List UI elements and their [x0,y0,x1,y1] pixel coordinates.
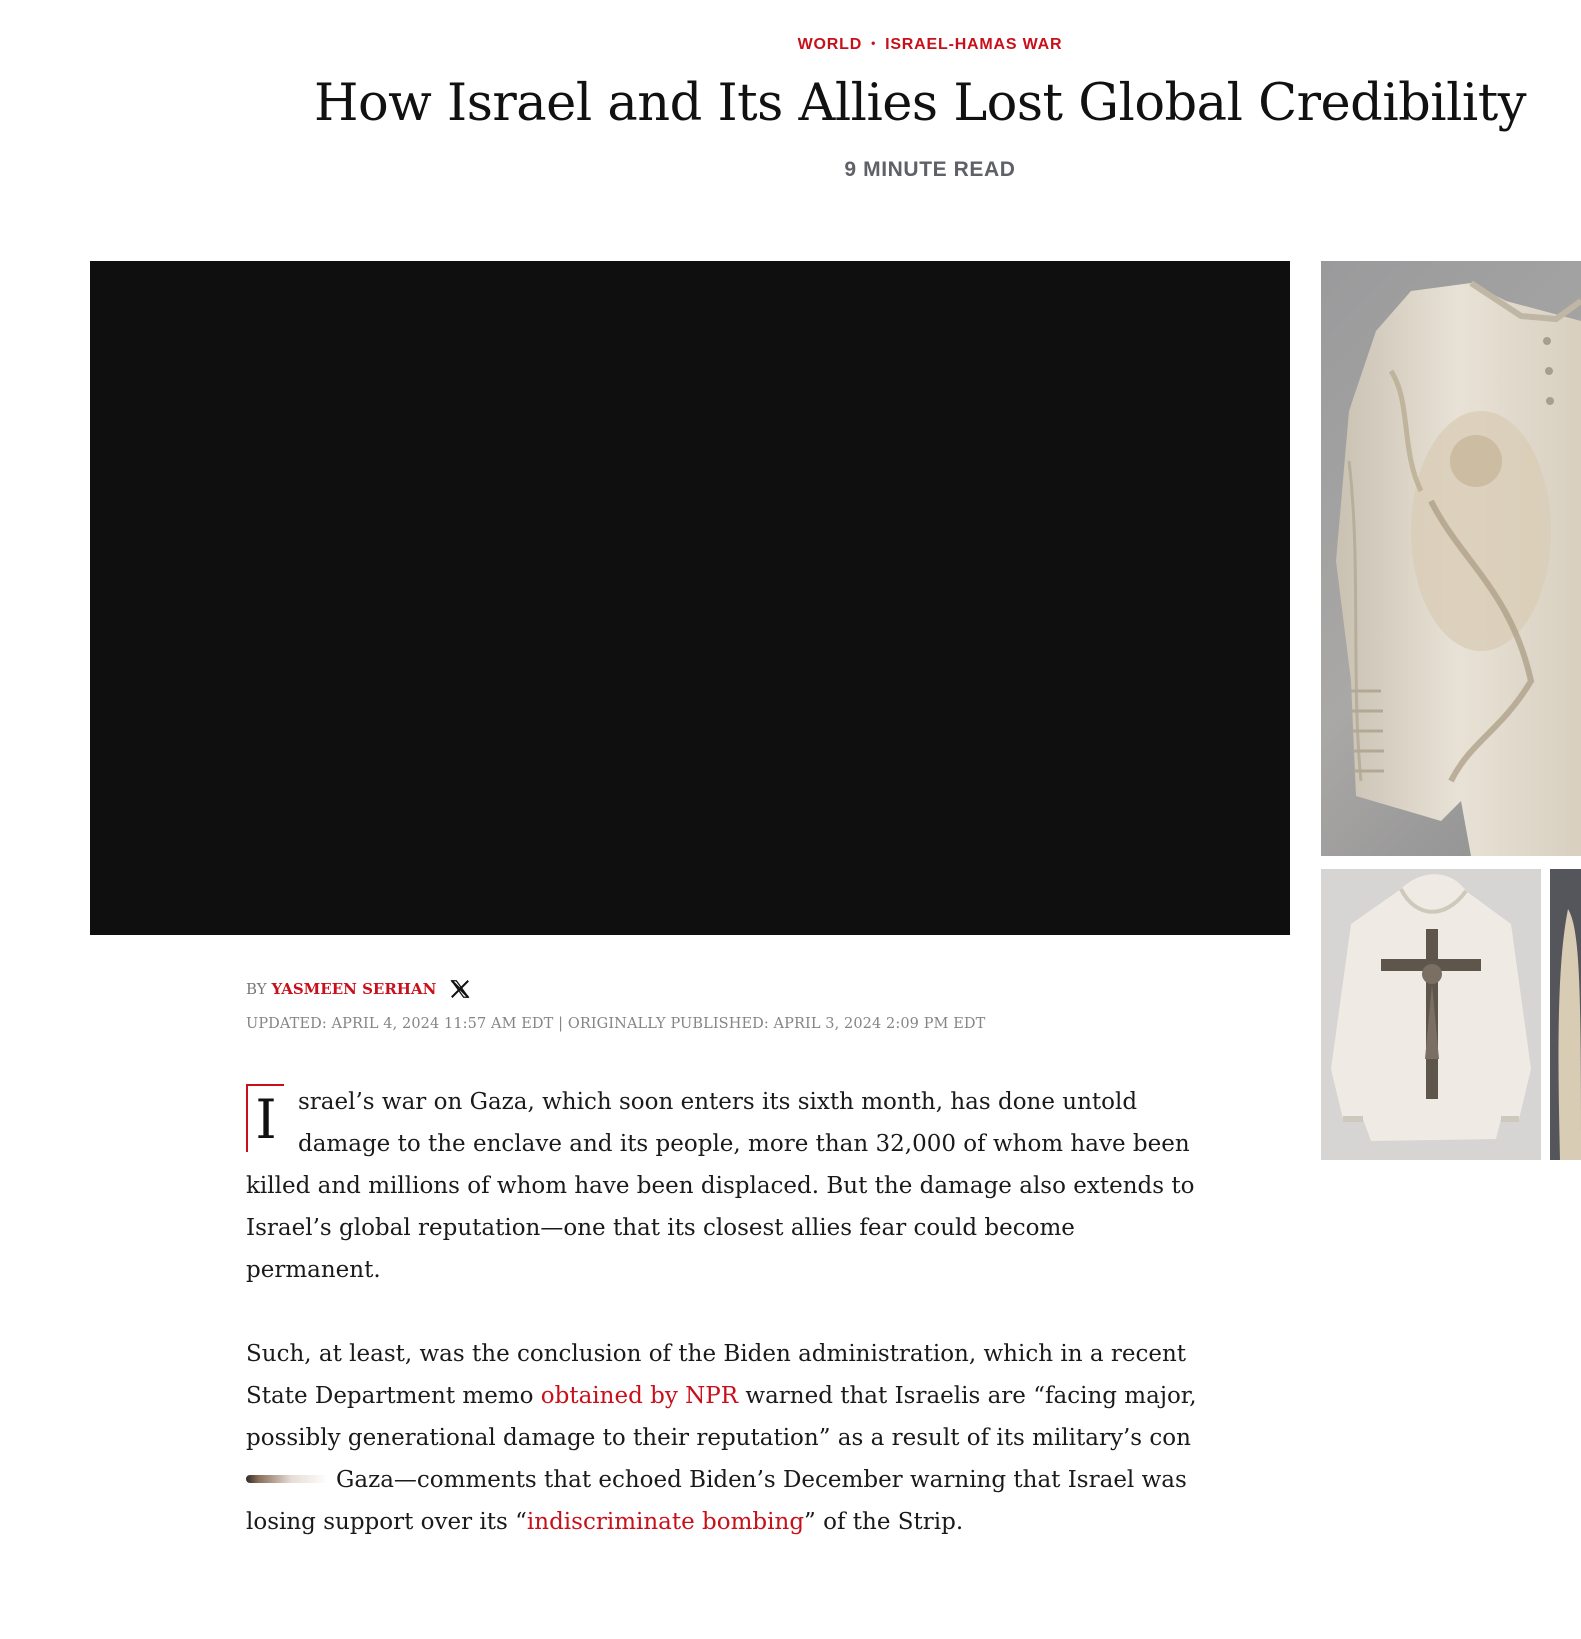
shirt-product-image [1321,261,1581,856]
publish-dates: UPDATED: APRIL 4, 2024 11:57 AM EDT | ORIGINALLY PUBLISHED: APRIL 3, 2024 2:09 PM EDT [246,1016,986,1032]
paragraph-2-text-c: Gaza—comments that echoed Biden’s December warning that Israel was losing support over its “ [246,1467,1187,1535]
article-body [246,1081,1206,1585]
partial-product-image [1550,869,1581,1160]
section-link-world[interactable]: WORLD [797,36,863,53]
byline-prefix: BY [246,980,267,998]
ad-image-partial[interactable] [1550,869,1581,1160]
paragraph-2-text-a: Such, at least, was the conclusion of the Biden administration, which in a recent State Department memo [246,1341,1187,1409]
byline [246,978,471,1000]
paragraph-2-text-b: warned that Israelis are “facing major, possibly generational damage to their reputation” as a result of its military’s con [246,1383,1197,1451]
topic-link-israel-hamas-war[interactable]: ISRAEL-HAMAS WAR [885,36,1063,53]
hoodie-product-image [1321,869,1541,1160]
article-headline: How Israel and Its Allies Lost Global Credibility [314,74,1527,133]
kicker-separator: • [871,36,877,50]
read-time: 9 MINUTE READ [844,158,1016,181]
link-obtained-by-npr[interactable]: obtained by NPR [540,1383,739,1409]
text-fade-overlay [246,1475,328,1483]
paragraph-1-text: srael’s war on Gaza, which soon enters its sixth month, has done untold damage to the enclave and its people, more than 32,000 of whom have been killed and millions of whom have been displaced. But the damage also extends to Israel’s global reputation—one that its closest allies fear could become permanent. [246,1089,1195,1283]
ad-image-hoodie[interactable] [1321,869,1541,1160]
ad-image-main[interactable] [1321,261,1581,856]
video-player[interactable] [90,261,1290,935]
article-paragraph-2 [246,1333,1206,1543]
author-link[interactable]: YASMEEN SERHAN [271,980,437,998]
article-kicker [0,36,1581,54]
link-indiscriminate-bombing[interactable]: indiscriminate bombing [526,1509,805,1535]
x-logo-icon[interactable] [449,978,471,1000]
paragraph-2-text-d: ” of the Strip. [804,1509,964,1535]
drop-cap: I [246,1084,284,1152]
article-paragraph-1 [246,1081,1206,1291]
